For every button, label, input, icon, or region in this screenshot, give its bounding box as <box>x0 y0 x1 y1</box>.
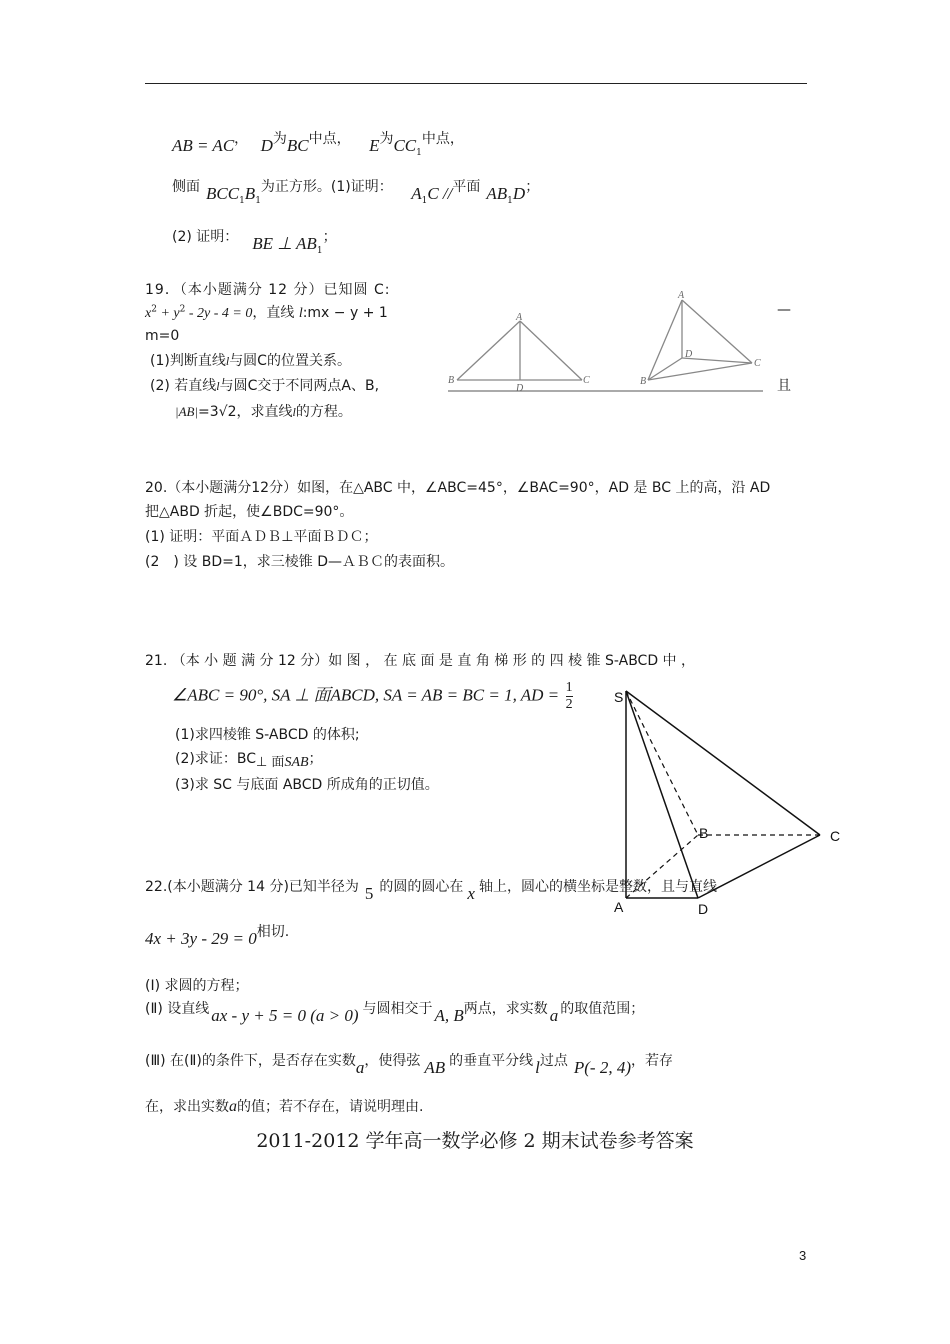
edge-bc <box>648 363 752 380</box>
q21-line1: 21. （本 小 题 满 分 12 分）如 图 ， 在 底 面 是 直 角 梯 形 的 四 棱 锥 S-ABCD 中 ， <box>145 653 696 669</box>
fig1-label-d: D <box>516 383 524 393</box>
fig3-label-b: B <box>699 825 709 841</box>
q18-line1: AB = AC， D为BC中点， E为$CC_1$中点， <box>172 131 464 158</box>
fig2-label-b: B <box>640 376 647 387</box>
q19-part2: (2) 若直线l与圆C交于不同两点A、B, <box>150 378 380 394</box>
q20-line1: 20.（本小题满分12分）如图，在△ABC 中，∠ABC=45°，∠BAC=90°，AD 是 BC 上的高，沿 AD <box>145 480 771 496</box>
q21-part3: (3)求 SC 与底面 ABCD 所成角的正切值。 <box>175 777 439 793</box>
q22-part3: (Ⅲ) 在(Ⅱ)的条件下，是否存在实数a，使得弦 AB 的垂直平分线 l过点 P(- 2, 4)，若存 <box>145 1053 673 1077</box>
fig2-label-d: D <box>685 349 693 360</box>
edge-sb-hidden <box>626 691 698 835</box>
q20-line2: 把△ABD 折起，使∠BDC=90°。 <box>145 504 354 520</box>
fig2-label-c: C <box>754 358 761 369</box>
answer-section-title: 2011-2012 学年高一数学必修 2 期末试卷参考答案 <box>256 1130 694 1152</box>
fig3-label-c: C <box>830 828 841 844</box>
q22-part1: (Ⅰ) 求圆的方程； <box>145 978 249 994</box>
edge-dc <box>682 358 752 363</box>
q19-equation: $x^2 + y^2 - 2y - 4 = 0$，直线 l:mx − y + 1 <box>145 304 388 321</box>
fig2-label-a: A <box>678 290 685 301</box>
edge-ac <box>520 321 582 380</box>
fold-figures <box>445 288 765 393</box>
q18-line2: 侧面 $BCC_1B_1$为正方形。(1)证明： $A_1C$ //平面 $AB_1D$； <box>172 179 540 206</box>
edge-ab <box>457 321 520 380</box>
fig1-label-a: A <box>516 312 523 323</box>
q20-part1: (1) 证明：平面ＡＤＢ⊥平面ＢＤＣ； <box>145 529 378 545</box>
fig1-label-c: C <box>583 375 590 386</box>
edge-ab <box>648 300 682 380</box>
header-rule <box>145 83 807 84</box>
q22-line2: 4x + 3y - 29 = 0相切. <box>145 924 290 948</box>
q21-conditions: ∠ABC = 90°, SA ⊥ 面ABCD, SA = AB = BC = 1, AD = $\frac{1}{2}$ <box>172 680 573 712</box>
q19-m0: m=0 <box>145 328 180 344</box>
q19-qie: 且 <box>777 378 791 394</box>
fig3-label-a: A <box>614 899 624 915</box>
edge-sc <box>626 691 820 835</box>
page-number: 3 <box>799 1248 807 1263</box>
pyramid-figure <box>648 300 752 380</box>
edge-ac <box>682 300 752 363</box>
fraction-one-half: $\frac{1}{2}$ <box>565 680 573 712</box>
q22-part2: (Ⅱ) 设直线 ax - y + 5 = 0 (a > 0) 与圆相交于 A, B两点，求实数 a 的取值范围； <box>145 1001 645 1025</box>
q22-line1: 22.(本小题满分 14 分)已知半径为 5 的圆的圆心在 x 轴上，圆心的横坐标是整数，且与直线 <box>145 879 717 903</box>
q19-dash: — <box>777 302 791 318</box>
fig1-label-b: B <box>448 375 455 386</box>
q19-title: 19．（本小题满分 12 分）已知圆 C: <box>145 282 391 298</box>
q22-part3-cont: 在，求出实数a的值；若不存在，请说明理由. <box>145 1098 424 1115</box>
q21-part1: (1)求四棱锥 S-ABCD 的体积; <box>175 727 360 743</box>
q20-part2: (2 ) 设 BD=1，求三棱锥 D—ＡＢＣ的表面积。 <box>145 554 454 570</box>
fig3-label-s: S <box>614 689 624 705</box>
q18-line3: (2) 证明： BE ⊥ $AB_1$； <box>172 229 337 256</box>
q21-part2: (2)求证：BC⊥ 面SAB； <box>175 751 323 770</box>
q19-part2-cont: |AB|=3√2，求直线l的方程。 <box>175 404 352 420</box>
fig3-label-d: D <box>698 901 709 917</box>
triangle-figure <box>457 321 582 380</box>
q19-part1: (1)判断直线l与圆C的位置关系。 <box>150 353 351 369</box>
